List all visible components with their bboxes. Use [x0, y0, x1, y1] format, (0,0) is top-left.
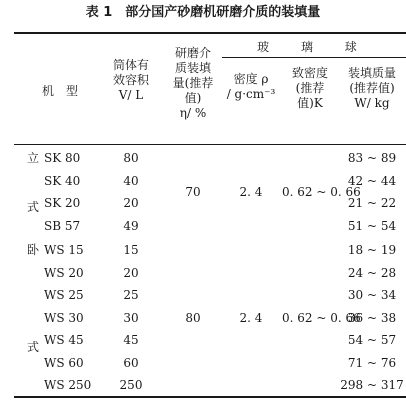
compactness-cell: 0. 62 ~ 0. 66: [282, 184, 361, 199]
header-compactness-line: 致密度: [291, 66, 328, 80]
header-compactness: [282, 66, 338, 111]
fill-mass-cell: 24 ~ 28: [347, 265, 397, 280]
header-media-fill-line: 量(推荐: [172, 76, 214, 90]
fill-mass-cell: 83 ~ 89: [347, 151, 397, 165]
density-cell: 2. 4: [239, 184, 263, 199]
machine-type-label: 卧: [26, 243, 39, 257]
volume-cell: 80: [123, 151, 139, 165]
fill-mass-cell: 42 ~ 44: [347, 173, 397, 188]
header-media-fill-line: 质装填: [174, 61, 211, 75]
volume-cell: 30: [123, 310, 139, 325]
bottom-rule: [14, 396, 406, 398]
table-title: 表 1 部分国产砂磨机研磨介质的装填量: [85, 5, 321, 20]
header-volume-line: V/ L: [118, 88, 144, 102]
media-fill-cell: 70: [185, 184, 201, 199]
fill-mass-cell: 30 ~ 34: [347, 288, 397, 302]
model-cell: SK 80: [44, 151, 81, 165]
top-rule: [14, 32, 406, 34]
compactness-cell: 0. 62 ~ 0. 66: [282, 310, 361, 325]
volume-cell: 15: [123, 243, 139, 257]
model-cell: WS 30: [44, 310, 84, 325]
model-cell: WS 250: [44, 378, 92, 392]
model-cell: WS 60: [44, 355, 84, 370]
header-media-fill-line: 值): [184, 91, 202, 105]
header-compactness-line: 值)K: [297, 96, 323, 110]
header-density-unit: / g·cm⁻³: [226, 87, 276, 101]
media-fill-cell: 80: [185, 310, 201, 325]
volume-cell: 60: [123, 355, 139, 370]
fill-mass-cell: 298 ~ 317: [340, 378, 404, 392]
header-model: 机 型: [41, 84, 78, 98]
fill-mass-cell: 36 ~ 38: [347, 310, 397, 325]
header-density: [222, 72, 280, 102]
fill-mass-cell: 51 ~ 54: [347, 218, 397, 233]
machine-type-label: 式: [26, 199, 39, 214]
header-bottom-rule: [14, 144, 406, 145]
model-cell: WS 15: [44, 243, 84, 257]
header-media-fill-line: 研磨介: [174, 46, 211, 60]
model-cell: WS 20: [44, 265, 84, 280]
header-fill-mass-line: W/ kg: [354, 96, 390, 110]
header-compactness-line: (推荐: [295, 81, 325, 95]
header-media-fill-line: η/ %: [179, 106, 207, 120]
header-volume-line: 效容积: [112, 73, 149, 87]
header-fill-mass: [338, 66, 406, 111]
fill-mass-cell: 54 ~ 57: [347, 333, 397, 347]
machine-type-label: 式: [26, 340, 39, 355]
header-media-fill: [160, 46, 226, 121]
model-cell: SK 20: [44, 196, 81, 210]
volume-cell: 40: [123, 173, 139, 188]
model-cell: WS 45: [44, 333, 84, 347]
glass-header-rule: [222, 57, 406, 58]
machine-type-label: 立: [26, 151, 39, 165]
header-density-line: 密度 ρ: [233, 72, 269, 86]
header-volume-line: 筒体有: [112, 58, 149, 72]
volume-cell: 45: [123, 333, 139, 347]
fill-mass-cell: 71 ~ 76: [347, 355, 397, 370]
density-cell: 2. 4: [239, 310, 263, 325]
volume-cell: 25: [123, 288, 139, 302]
header-glass-ball: 玻 璃 球: [257, 40, 371, 54]
fill-mass-cell: 18 ~ 19: [347, 243, 397, 257]
volume-cell: 250: [119, 378, 143, 392]
volume-cell: 20: [123, 265, 139, 280]
model-cell: SK 40: [44, 173, 81, 188]
fill-mass-cell: 21 ~ 22: [347, 196, 397, 210]
volume-cell: 49: [123, 218, 139, 233]
header-fill-mass-line: 装填质量: [347, 66, 396, 80]
volume-cell: 20: [123, 196, 139, 210]
model-cell: WS 25: [44, 288, 84, 302]
model-cell: SB 57: [44, 218, 81, 233]
header-fill-mass-line: (推荐值): [349, 81, 395, 95]
header-volume: [96, 58, 166, 103]
